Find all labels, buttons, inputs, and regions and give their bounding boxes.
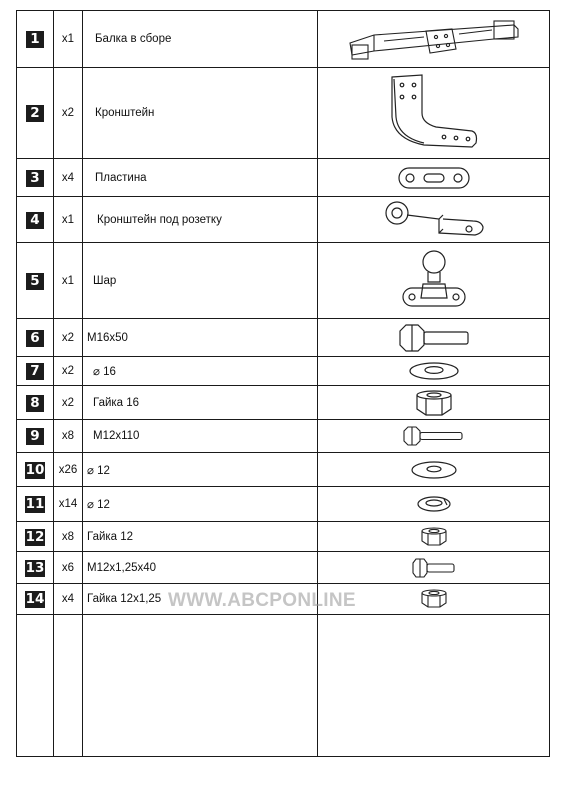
item-quantity: x6 xyxy=(54,552,83,584)
item-number-badge: 4 xyxy=(26,212,44,229)
socket-bracket-icon xyxy=(379,199,489,241)
item-picture-cell xyxy=(318,197,550,243)
table-row xyxy=(17,420,550,453)
item-description xyxy=(83,453,318,487)
item-number-badge: 2 xyxy=(26,105,44,122)
item-number-cell xyxy=(17,243,54,319)
item-quantity: x4 xyxy=(54,159,83,197)
hex-nut-icon xyxy=(414,389,454,417)
item-quantity: x1 xyxy=(54,197,83,243)
table-row xyxy=(17,11,550,68)
item-number-badge: 14 xyxy=(25,591,45,607)
item-picture-cell xyxy=(318,522,550,552)
item-number-badge: 3 xyxy=(26,170,44,187)
item-number-cell xyxy=(17,319,54,357)
item-quantity: x2 xyxy=(54,319,83,357)
item-description-label: Гайка 12x1,25 xyxy=(87,593,162,605)
plate-icon xyxy=(396,164,472,192)
item-picture-cell xyxy=(318,453,550,487)
item-quantity: x2 xyxy=(54,386,83,420)
item-number-cell xyxy=(17,357,54,386)
long-bolt-icon xyxy=(402,424,466,448)
table-row xyxy=(17,386,550,420)
item-description-label: M12x110 xyxy=(93,430,140,442)
item-number-cell xyxy=(17,197,54,243)
item-description-label: Гайка 12 xyxy=(87,530,134,543)
item-quantity: x2 xyxy=(54,357,83,386)
item-number-badge: 9 xyxy=(26,428,44,445)
item-quantity: x2 xyxy=(54,68,83,159)
item-number-badge: 8 xyxy=(26,395,44,412)
item-number-badge: 10 xyxy=(25,461,45,478)
table-row xyxy=(17,197,550,243)
item-description-label: Пластина xyxy=(95,171,147,184)
item-description-label: Кронштейн под розетку xyxy=(97,213,222,226)
item-description xyxy=(83,552,318,584)
item-description xyxy=(83,11,318,68)
item-picture-cell xyxy=(318,386,550,420)
item-quantity: x4 xyxy=(54,584,83,615)
washer-icon xyxy=(407,360,461,382)
item-description xyxy=(83,319,318,357)
tow-ball-icon xyxy=(399,248,469,314)
table-row xyxy=(17,357,550,386)
empty-cell xyxy=(17,615,54,757)
item-quantity: x8 xyxy=(54,522,83,552)
empty-cell xyxy=(83,615,318,757)
table-row xyxy=(17,68,550,159)
item-number-cell xyxy=(17,552,54,584)
item-number-cell xyxy=(17,11,54,68)
item-description-label: Балка в сборе xyxy=(95,33,172,45)
item-number-badge: 7 xyxy=(26,363,44,380)
empty-cell xyxy=(318,615,550,757)
item-description xyxy=(83,522,318,552)
item-description xyxy=(83,68,318,159)
item-picture-cell xyxy=(318,159,550,197)
item-quantity: x8 xyxy=(54,420,83,453)
item-description-label: M16x50 xyxy=(87,331,128,344)
item-description xyxy=(83,159,318,197)
bolt-icon xyxy=(411,557,457,579)
item-quantity: x1 xyxy=(54,243,83,319)
tow-bar-beam-icon xyxy=(344,15,524,63)
item-number-cell xyxy=(17,68,54,159)
empty-cell xyxy=(54,615,83,757)
item-number-cell xyxy=(17,453,54,487)
hex-nut-icon xyxy=(419,588,449,610)
table-row xyxy=(17,453,550,487)
item-number-badge: 11 xyxy=(25,496,45,512)
table-row xyxy=(17,522,550,552)
hex-nut-icon xyxy=(419,526,449,548)
item-number-badge: 1 xyxy=(26,31,44,48)
item-number-badge: 6 xyxy=(26,330,44,347)
item-picture-cell xyxy=(318,420,550,453)
item-description-label: ⌀ 12 xyxy=(87,499,110,511)
item-description-label: Кронштейн xyxy=(95,107,155,119)
item-quantity: x1 xyxy=(54,11,83,68)
item-picture-cell xyxy=(318,243,550,319)
item-quantity: x26 xyxy=(54,453,83,487)
item-picture-cell xyxy=(318,552,550,584)
watermark: WWW.ABCPONLINE xyxy=(168,590,356,611)
item-number-cell xyxy=(17,522,54,552)
item-number-badge: 13 xyxy=(25,559,45,576)
item-number-cell xyxy=(17,420,54,453)
bracket-icon xyxy=(384,73,484,153)
spring-washer-icon xyxy=(414,493,454,515)
item-description-label: Гайка 16 xyxy=(93,396,140,409)
item-description xyxy=(83,197,318,243)
item-description-label: ⌀ 16 xyxy=(93,366,116,378)
parts-table xyxy=(16,10,550,757)
item-description-label: Шар xyxy=(93,274,117,287)
item-picture-cell xyxy=(318,319,550,357)
item-number-cell xyxy=(17,159,54,197)
table-row xyxy=(17,243,550,319)
item-picture-cell xyxy=(318,487,550,522)
item-number-badge: 12 xyxy=(25,528,45,545)
item-description xyxy=(83,243,318,319)
item-picture-cell xyxy=(318,68,550,159)
item-number-cell xyxy=(17,584,54,615)
item-description xyxy=(83,386,318,420)
table-row xyxy=(17,319,550,357)
item-number-cell xyxy=(17,386,54,420)
item-description xyxy=(83,487,318,522)
item-number-cell xyxy=(17,487,54,522)
table-row xyxy=(17,159,550,197)
item-description xyxy=(83,357,318,386)
item-quantity: x14 xyxy=(54,487,83,522)
bolt-icon xyxy=(396,323,472,353)
table-row xyxy=(17,487,550,522)
item-description-label: ⌀ 12 xyxy=(87,464,110,477)
item-description xyxy=(83,420,318,453)
table-row xyxy=(17,552,550,584)
table-row-empty xyxy=(17,615,550,757)
washer-icon xyxy=(409,459,459,481)
item-picture-cell xyxy=(318,11,550,68)
item-number-badge: 5 xyxy=(26,273,44,290)
item-picture-cell xyxy=(318,357,550,386)
item-description-label: M12x1,25x40 xyxy=(87,561,157,574)
